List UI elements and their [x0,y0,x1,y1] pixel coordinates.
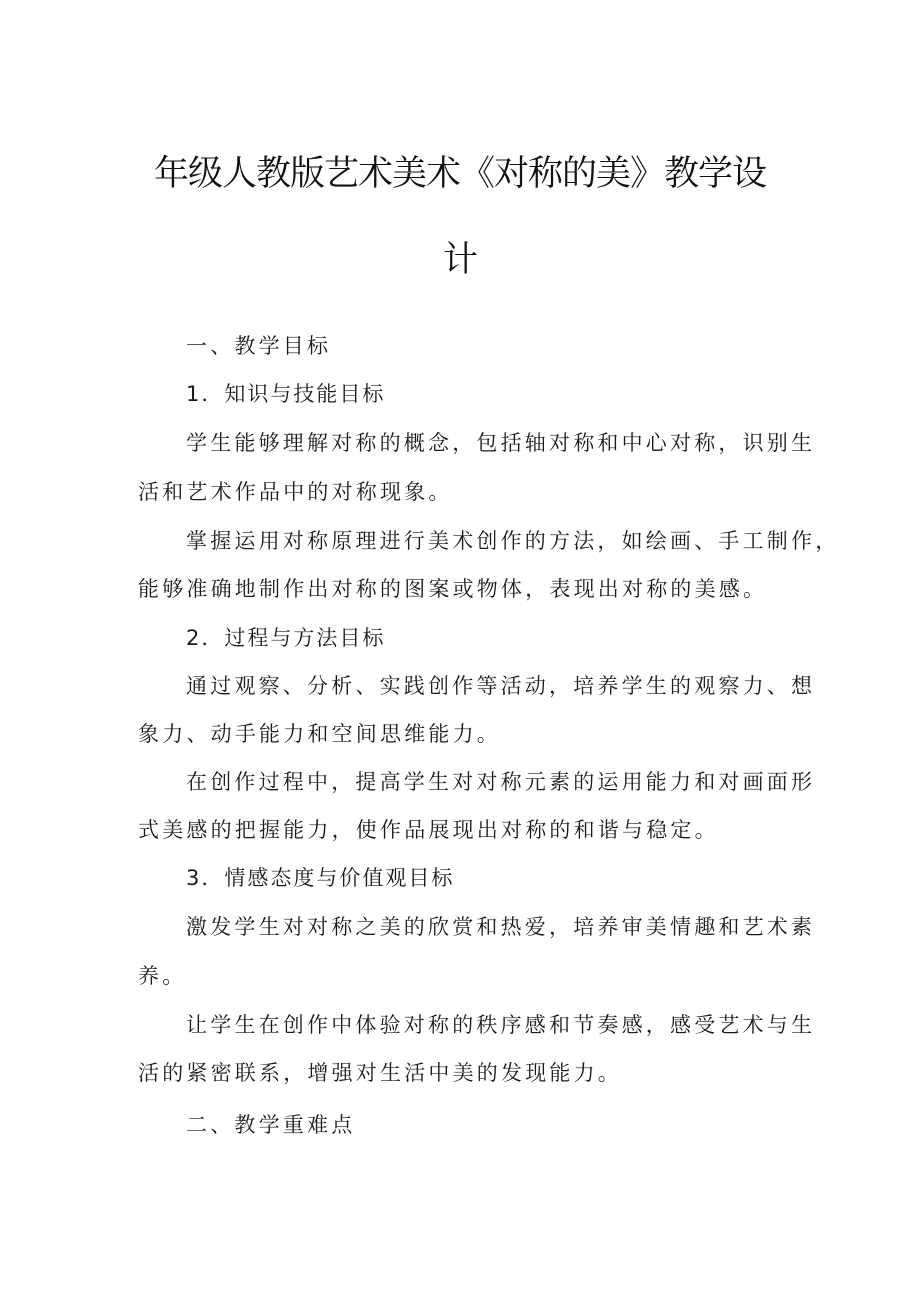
subheading-process-method: 2．过程与方法目标 [186,626,386,650]
paragraph-line: 能够准确地制作出对称的图案或物体，表现出对称的美感。 [138,577,768,601]
paragraph-line: 象力、动手能力和空间思维能力。 [138,722,501,746]
paragraph-line: 在创作过程中，提高学生对对称元素的运用能力和对画面形 [186,770,816,794]
document-title-line-2: 计 [442,240,477,280]
paragraph-line: 活的紧密联系，增强对生活中美的发现能力。 [138,1061,622,1085]
paragraph-line: 让学生在创作中体验对称的秩序感和节奏感，感受艺术与生 [186,1013,816,1037]
document-title-line-1: 年级人教版艺术美术《对称的美》教学设 [153,154,766,194]
paragraph-line: 式美感的把握能力，使作品展现出对称的和谐与稳定。 [138,818,719,842]
subheading-emotion-values: 3．情感态度与价值观目标 [186,866,455,890]
subheading-knowledge-skills: 1．知识与技能目标 [186,382,386,406]
paragraph-line: 激发学生对对称之美的欣赏和热爱，培养审美情趣和艺术素 [186,915,816,939]
paragraph-line: 掌握运用对称原理进行美术创作的方法，如绘画、手工制作， [186,529,840,553]
paragraph-line: 学生能够理解对称的概念，包括轴对称和中心对称，识别生 [186,431,816,455]
section-heading-key-points: 二、教学重难点 [186,1113,356,1137]
paragraph-line: 通过观察、分析、实践创作等活动，培养学生的观察力、想 [186,674,816,698]
section-heading-objectives: 一、教学目标 [186,334,332,358]
paragraph-line: 养。 [138,964,187,988]
paragraph-line: 活和艺术作品中的对称现象。 [138,480,453,504]
